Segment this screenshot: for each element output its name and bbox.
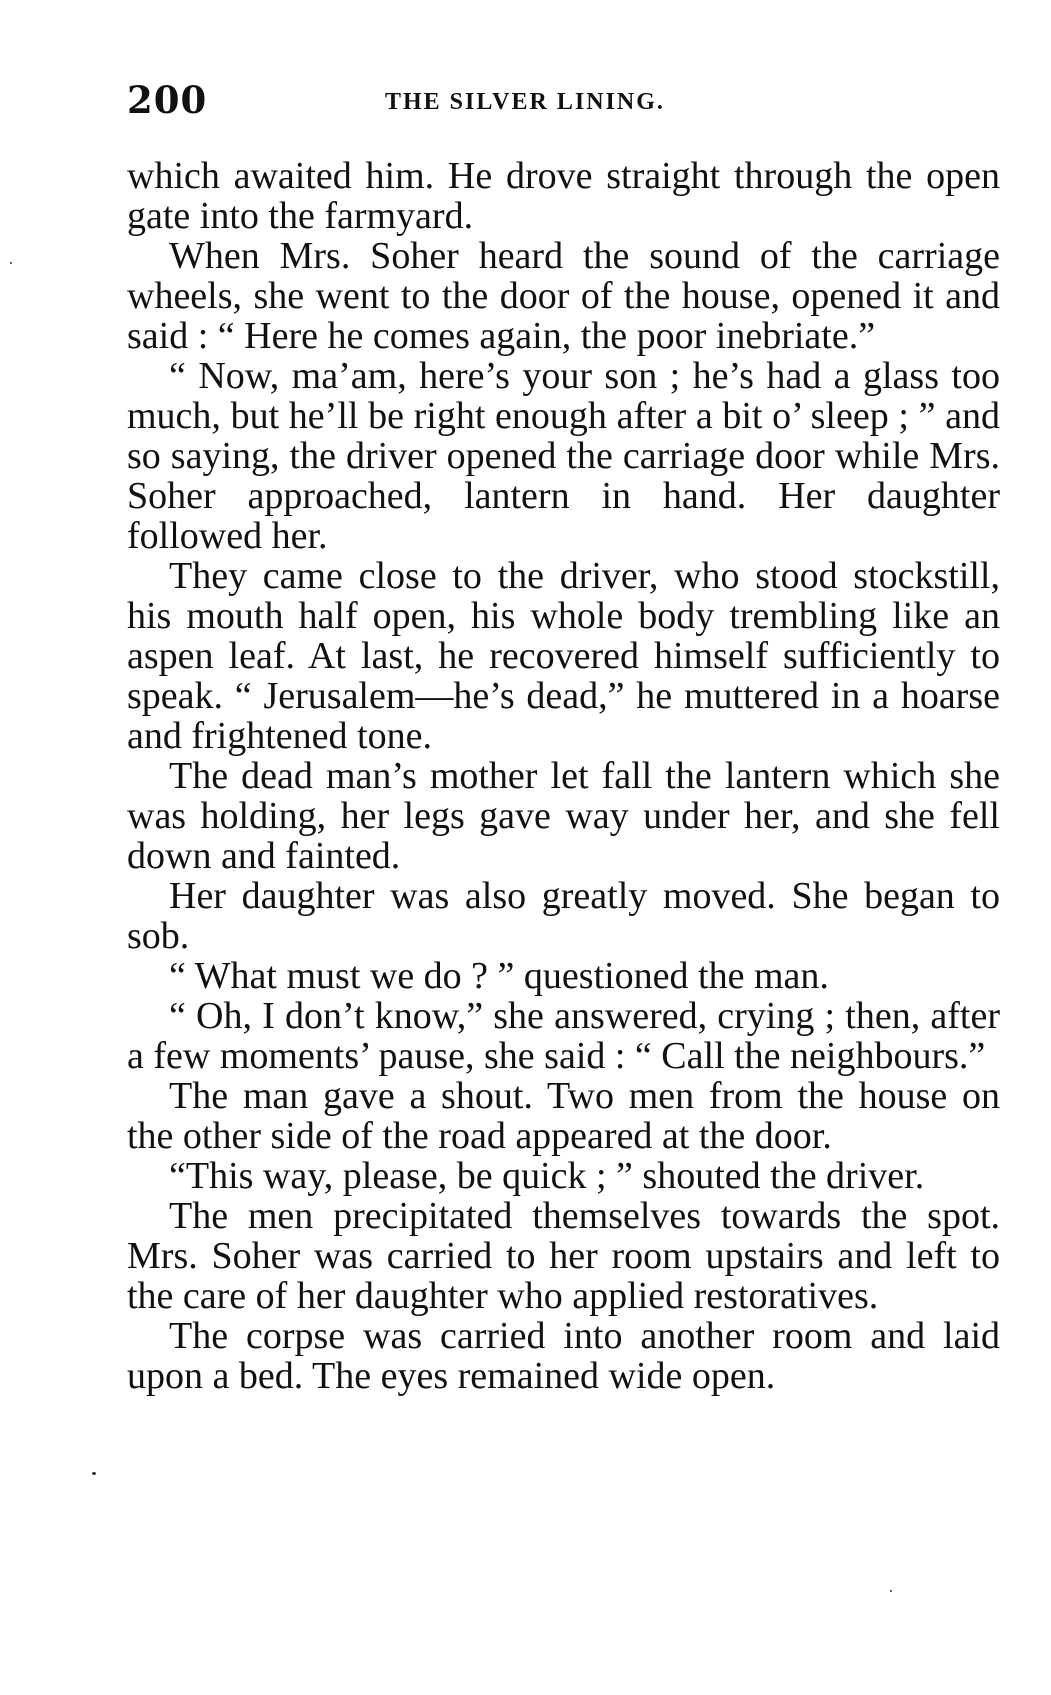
paragraph-2: When Mrs. Soher heard the sound of the carriage wheels, she went to the door of the house, opened it and said : “ Here he comes again, the poor inebriate.” [127,235,1000,357]
paragraph-6: Her daughter was also greatly moved. She began to sob. [127,875,1000,957]
paragraph-12: The corpse was carried into another room and laid upon a bed. The eyes remained wide open. [127,1315,1000,1397]
print-speck [10,262,12,264]
paragraph-5: The dead man’s mother let fall the lantern which she was holding, her legs gave way under her, and she fell down and fainted. [127,755,1000,877]
paragraph-7: “ What must we do ? ” questioned the man. [169,955,829,997]
paragraph-8: “ Oh, I don’t know,” she answered, crying ; then, after a few moments’ pause, she said : “ Call the neighbours.” [127,995,1000,1077]
paragraph-4: They came close to the driver, who stood stockstill, his mouth half open, his whole body trembling like an aspen leaf. At last, he recovered himself sufficiently to speak. “ Jerusalem—he’s dead,” he muttered in a hoarse and frightened tone. [127,555,1000,757]
body-text [127,156,1000,1396]
paragraph-10: “This way, please, be quick ; ” shouted the driver. [169,1155,925,1197]
paragraph-11: The men precipitated themselves towards the spot. Mrs. Soher was carried to her room upstairs and left to the care of her daughter who applied restoratives. [127,1195,1000,1317]
print-speck [890,1590,892,1592]
paragraph-1: which awaited him. He drove straight through the open gate into the farmyard. [127,155,1000,237]
print-speck [92,1472,96,1475]
running-title: THE SILVER LINING. [385,89,665,115]
page-header [127,78,1000,130]
paragraph-9: The man gave a shout. Two men from the house on the other side of the road appeared at the door. [127,1075,1000,1157]
paragraph-3: “ Now, ma’am, here’s your son ; he’s had a glass too much, but he’ll be right enough after a bit o’ sleep ; ” and so saying, the driver opened the carriage door while Mrs. Soher approached, lantern in hand. Her daughter followed her. [127,355,1000,557]
page-number: 200 [127,78,208,122]
